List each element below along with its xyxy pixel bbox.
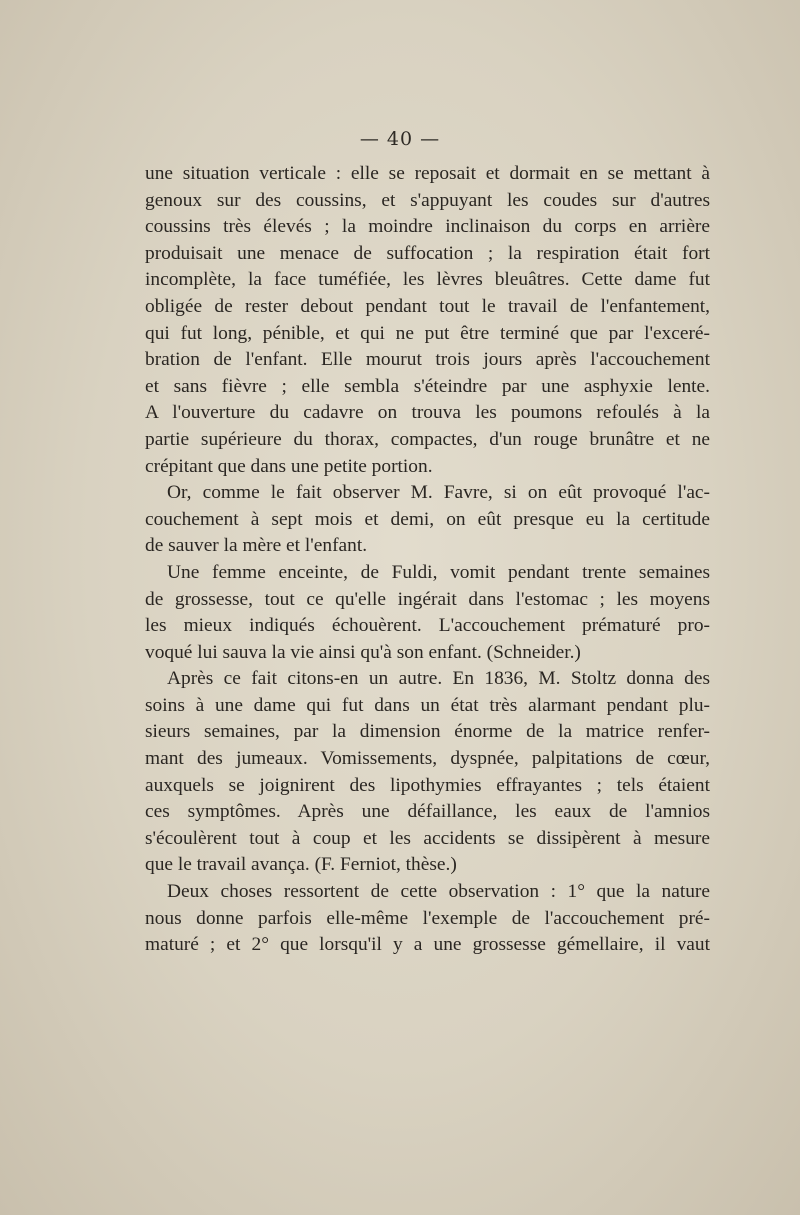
- text-line: obligée de rester debout pendant tout le travail de l'enfantement,: [145, 295, 710, 317]
- text-line: crépitant que dans une petite portion.: [145, 455, 433, 477]
- text-line: bration de l'enfant. Elle mourut trois jours après l'accouchement: [145, 349, 710, 371]
- body-text: [145, 161, 710, 959]
- text-line: partie supérieure du thorax, compactes, d'un rouge brunâtre et ne: [145, 428, 710, 450]
- text-line: Or, comme le fait observer M. Favre, si on eût provoqué l'ac-: [167, 482, 710, 504]
- text-line: maturé ; et 2° que lorsqu'il y a une grossesse gémellaire, il vaut: [145, 934, 710, 956]
- text-line: voqué lui sauva la vie ainsi qu'à son enfant. (Schneider.): [145, 641, 581, 663]
- text-line: s'écoulèrent tout à coup et les accidents se dissipèrent à mesure: [145, 827, 710, 849]
- page-number: — 40 —: [359, 128, 441, 150]
- text-line: de grossesse, tout ce qu'elle ingérait dans l'estomac ; les moyens: [145, 588, 710, 610]
- text-line: Deux choses ressortent de cette observation : 1° que la nature: [167, 881, 710, 903]
- text-line: couchement à sept mois et demi, on eût presque eu la certitude: [145, 508, 710, 530]
- text-line: coussins très élevés ; la moindre inclinaison du corps en arrière: [145, 216, 710, 238]
- text-line: mant des jumeaux. Vomissements, dyspnée, palpitations de cœur,: [145, 748, 710, 770]
- text-line: une situation verticale : elle se reposait et dormait en se mettant à: [145, 163, 710, 184]
- text-line: auxquels se joignirent des lipothymies effrayantes ; tels étaient: [145, 774, 710, 796]
- text-line: Une femme enceinte, de Fuldi, vomit pendant trente semaines: [167, 561, 710, 583]
- text-line: nous donne parfois elle-même l'exemple de l'accouchement pré-: [145, 907, 710, 929]
- text-line: A l'ouverture du cadavre on trouva les poumons refoulés à la: [145, 402, 710, 424]
- text-line: Après ce fait citons-en un autre. En 1836, M. Stoltz donna des: [167, 668, 710, 690]
- text-line: qui fut long, pénible, et qui ne put être terminé que par l'exceré-: [145, 322, 710, 344]
- text-line: incomplète, la face tuméfiée, les lèvres bleuâtres. Cette dame fut: [145, 269, 710, 291]
- text-line: les mieux indiqués échouèrent. L'accouchement prématuré pro-: [145, 615, 710, 637]
- text-line: produisait une menace de suffocation ; la respiration était fort: [145, 242, 710, 264]
- text-line: que le travail avança. (F. Ferniot, thèse.): [145, 854, 457, 876]
- text-line: sieurs semaines, par la dimension énorme de la matrice renfer-: [145, 721, 710, 743]
- text-line: ces symptômes. Après une défaillance, les eaux de l'amnios: [145, 801, 710, 823]
- text-line: genoux sur des coussins, et s'appuyant les coudes sur d'autres: [145, 189, 710, 211]
- text-line: et sans fièvre ; elle sembla s'éteindre par une asphyxie lente.: [145, 375, 710, 397]
- text-line: de sauver la mère et l'enfant.: [145, 535, 368, 557]
- text-line: soins à une dame qui fut dans un état très alarmant pendant plu-: [145, 694, 710, 716]
